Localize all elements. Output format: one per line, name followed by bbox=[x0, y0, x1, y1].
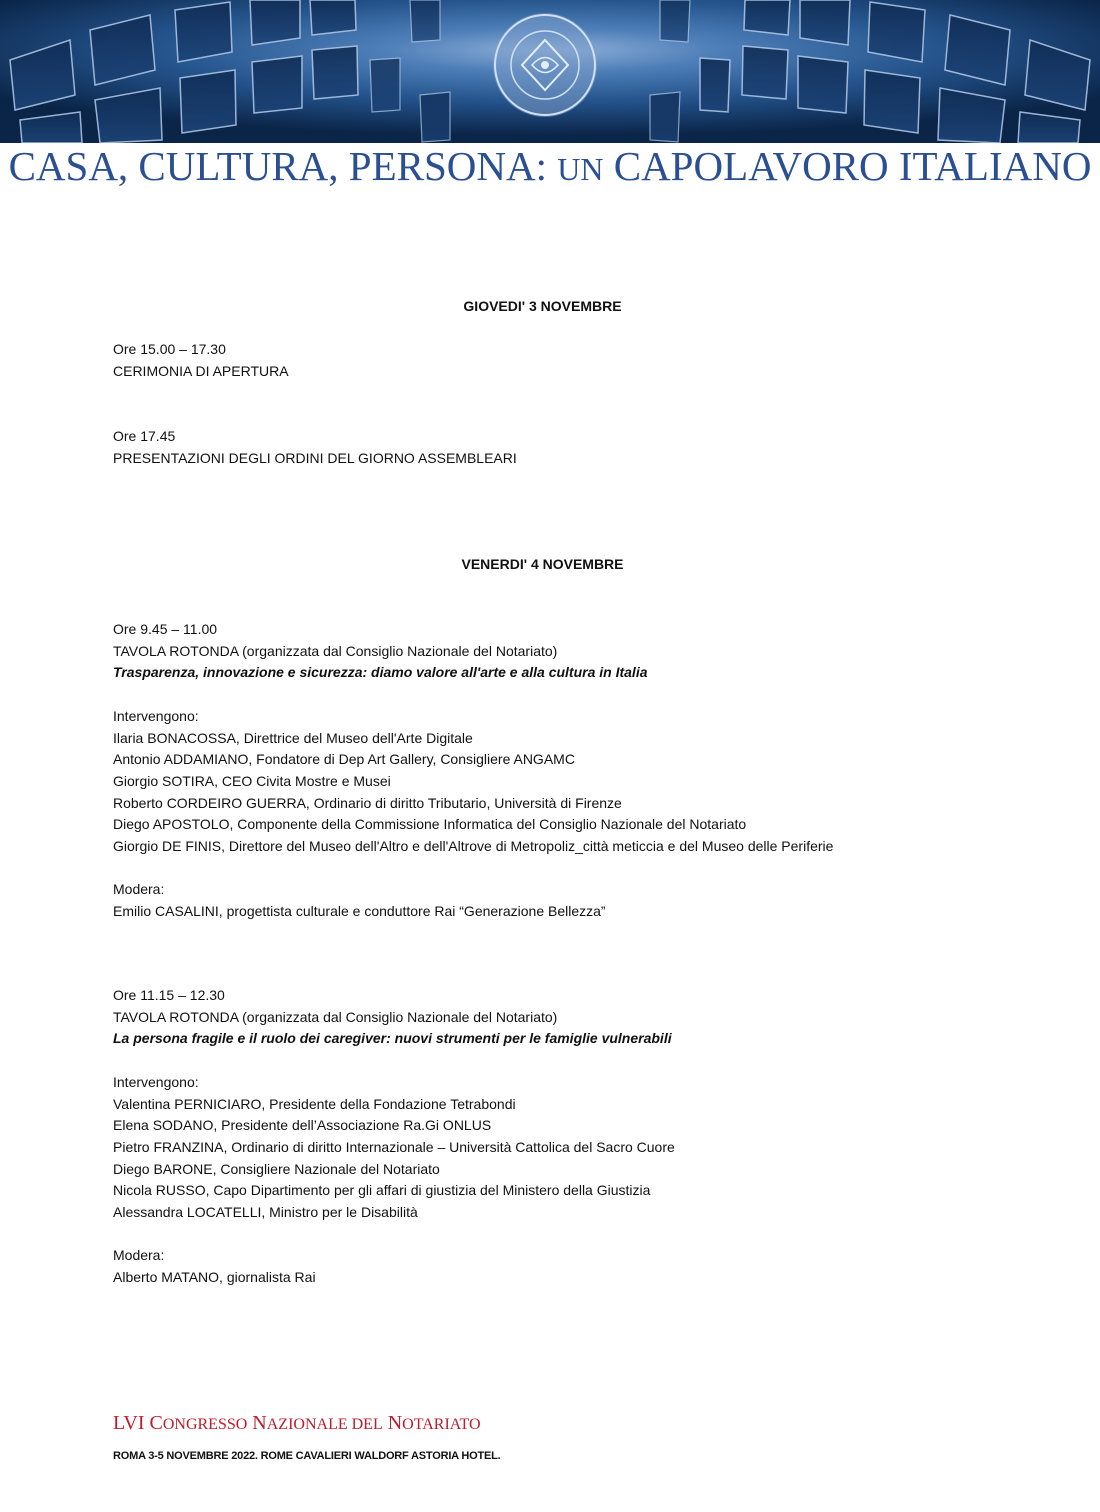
speaker-item: Nicola RUSSO, Capo Dipartimento per gli affari di giustizia del Ministero della Giustizia bbox=[113, 1182, 651, 1199]
session-block bbox=[113, 339, 1073, 382]
session-title: PRESENTAZIONI DEGLI ORDINI DEL GIORNO ASSEMBLEARI bbox=[113, 449, 517, 466]
speaker-item: Pietro FRANZINA, Ordinario di diritto Internazionale – Università Cattolica del Sacro Cuore bbox=[113, 1138, 675, 1155]
footer-title-part: AZIONALE DEL bbox=[266, 1416, 383, 1433]
session-type: TAVOLA ROTONDA (organizzata dal Consiglio Nazionale del Notariato) bbox=[113, 642, 558, 659]
talk-title: Trasparenza, innovazione e sicurezza: diamo valore all'arte e alla cultura in Italia bbox=[113, 664, 648, 681]
page-title bbox=[0, 142, 1100, 193]
talk-title: La persona fragile e il ruolo dei caregiver: nuovi strumenti per le famiglie vulnerabili bbox=[113, 1030, 672, 1047]
session-type: TAVOLA ROTONDA (organizzata dal Consiglio Nazionale del Notariato) bbox=[113, 1008, 558, 1025]
session-time: Ore 9.45 – 11.00 bbox=[113, 621, 218, 637]
footer-title-part: LVI C bbox=[113, 1412, 163, 1434]
title-part-3: CAPOLAVORO ITALIANO bbox=[603, 143, 1092, 189]
session-title: CERIMONIA DI APERTURA bbox=[113, 362, 289, 379]
moderator-label: Modera: bbox=[113, 1247, 165, 1264]
footer-title-part: N bbox=[247, 1412, 267, 1434]
moderator-name: Emilio CASALINI, progettista culturale e conduttore Rai “Generazione Bellezza” bbox=[113, 903, 606, 920]
header-banner-image bbox=[0, 0, 1100, 143]
footer-title bbox=[113, 1410, 481, 1438]
session-block bbox=[113, 985, 1073, 1289]
moderator-name: Alberto MATANO, giornalista Rai bbox=[113, 1269, 316, 1286]
speaker-item: Roberto CORDEIRO GUERRA, Ordinario di diritto Tributario, Università di Firenze bbox=[113, 794, 622, 811]
speaker-item: Diego APOSTOLO, Componente della Commissione Informatica del Consiglio Nazionale del Notariato bbox=[113, 816, 747, 833]
session-time: Ore 15.00 – 17.30 bbox=[113, 341, 226, 357]
footer-subtitle: ROMA 3-5 NOVEMBRE 2022. ROME CAVALIERI WALDORF ASTORIA HOTEL. bbox=[113, 1450, 501, 1462]
session-block bbox=[113, 426, 1073, 469]
speaker-item: Giorgio DE FINIS, Direttore del Museo dell'Altro e dell'Altrove di Metropoliz_città meticcia e del Museo delle Periferie bbox=[113, 838, 834, 855]
day-heading: GIOVEDI' 3 NOVEMBRE bbox=[463, 298, 622, 314]
footer-title-part: OTARIATO bbox=[402, 1416, 481, 1433]
speakers-label: Intervengono: bbox=[113, 707, 199, 724]
speaker-item: Valentina PERNICIARO, Presidente della Fondazione Tetrabondi bbox=[113, 1095, 516, 1112]
session-time: Ore 11.15 – 12.30 bbox=[113, 987, 225, 1003]
title-part-1: CASA, CULTURA, PERSONA: bbox=[8, 143, 558, 189]
speaker-item: Elena SODANO, Presidente dell’Associazione Ra.Gi ONLUS bbox=[113, 1117, 492, 1134]
session-block bbox=[113, 619, 1073, 923]
session-time: Ore 17.45 bbox=[113, 428, 176, 444]
speaker-item: Ilaria BONACOSSA, Direttrice del Museo dell'Arte Digitale bbox=[113, 729, 473, 746]
title-part-2: UN bbox=[557, 151, 604, 187]
footer-title-part: N bbox=[382, 1412, 403, 1434]
footer-title-part: ONGRESSO bbox=[162, 1416, 248, 1433]
notary-seal-icon bbox=[490, 10, 600, 120]
speaker-item: Antonio ADDAMIANO, Fondatore di Dep Art Gallery, Consigliere ANGAMC bbox=[113, 751, 575, 768]
moderator-label: Modera: bbox=[113, 881, 165, 898]
speaker-item: Alessandra LOCATELLI, Ministro per le Disabilità bbox=[113, 1204, 418, 1221]
speakers-label: Intervengono: bbox=[113, 1073, 199, 1090]
speaker-item: Giorgio SOTIRA, CEO Civita Mostre e Musei bbox=[113, 772, 391, 789]
speaker-item: Diego BARONE, Consigliere Nazionale del Notariato bbox=[113, 1160, 440, 1177]
day-heading: VENERDI' 4 NOVEMBRE bbox=[461, 556, 624, 572]
